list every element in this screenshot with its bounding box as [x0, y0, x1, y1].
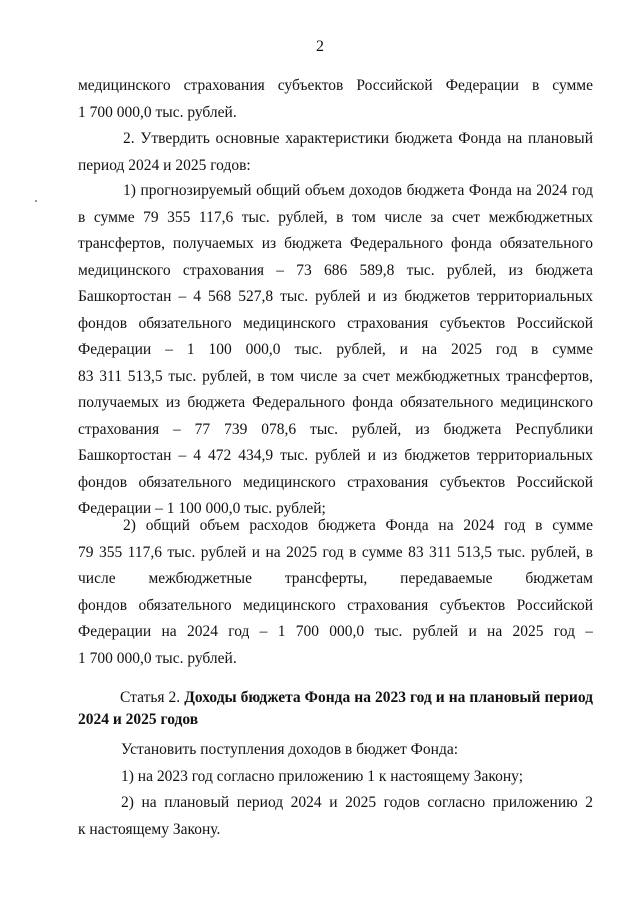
text-line: фондов обязательного медицинского страхования субъектов Российской [78, 314, 593, 332]
article-title: Доходы бюджета Фонда на 2023 год и на плановый период [184, 689, 593, 706]
text-line: к настоящему Закону. [78, 820, 221, 838]
heading-line [78, 709, 593, 731]
text-line: 1 700 000,0 тыс. рублей. [78, 649, 237, 667]
text-line: трансфертов, получаемых из бюджета Федерального фонда обязательного [78, 235, 593, 252]
text-line: числе межбюджетные трансферты, передаваемые бюджетам [78, 570, 593, 587]
article-body [78, 737, 593, 843]
page-number: 2 [316, 38, 324, 55]
scan-speck [35, 200, 37, 202]
text-line: период 2024 и 2025 годов: [78, 156, 251, 174]
text-line: 1 700 000,0 тыс. рублей. [78, 103, 237, 121]
paragraph-subitem-1 [78, 178, 593, 523]
text-line: фондов обязательного медицинского страхования субъектов Российской [78, 473, 593, 491]
text-line: Башкортостан – 4 568 527,8 тыс. рублей и из бюджетов территориальных [78, 288, 593, 305]
text-line: Установить поступления доходов в бюджет Фонда: [121, 741, 459, 758]
text-line: Федерации – 1 100 000,0 тыс. рублей, и на 2025 год в сумме [78, 341, 593, 358]
text-line: страхования – 77 739 078,6 тыс. рублей, из бюджета Республики [78, 420, 593, 438]
article-prefix: Статья 2. [120, 689, 181, 706]
article-title-cont: 2024 и 2025 годов [78, 711, 199, 728]
heading-line [78, 687, 593, 709]
text-line: 1) на 2023 год согласно приложению 1 к настоящему Закону; [121, 767, 524, 785]
text-line: 2) на плановый период 2024 и 2025 годов согласно приложению 2 [121, 794, 593, 811]
paragraph-item-2 [78, 126, 593, 179]
text-line: Федерации на 2024 год – 1 700 000,0 тыс. рублей и на 2025 год – [78, 623, 593, 640]
text-line: в сумме 79 355 117,6 тыс. рублей, в том числе за счет межбюджетных [78, 208, 593, 226]
text-line: Башкортостан – 4 472 434,9 тыс. рублей и из бюджетов территориальных [78, 447, 593, 464]
text-line: Федерации – 1 100 000,0 тыс. рублей; [78, 500, 326, 517]
text-line: медицинского страхования – 73 686 589,8 тыс. рублей, из бюджета [78, 261, 593, 279]
text-line: 83 311 513,5 тыс. рублей, в том числе за счет межбюджетных трансфертов, [78, 367, 593, 385]
paragraph-continuation [78, 73, 593, 126]
text-line: фондов обязательного медицинского страхования субъектов Российской [78, 596, 593, 614]
text-line: медицинского страхования субъектов Российской Федерации в сумме [78, 77, 593, 94]
text-line: получаемых из бюджета Федерального фонда обязательного медицинского [78, 394, 593, 411]
text-line: 79 355 117,6 тыс. рублей и на 2025 год в сумме 83 311 513,5 тыс. рублей, в [78, 543, 593, 561]
paragraph-subitem-2 [78, 513, 593, 672]
article-heading [78, 687, 593, 731]
text-line: 1) прогнозируемый общий объем доходов бюджета Фонда на 2024 год [123, 182, 593, 199]
text-line: 2) общий объем расходов бюджета Фонда на 2024 год в сумме [123, 517, 593, 534]
text-line: 2. Утвердить основные характеристики бюджета Фонда на плановый [123, 130, 593, 147]
